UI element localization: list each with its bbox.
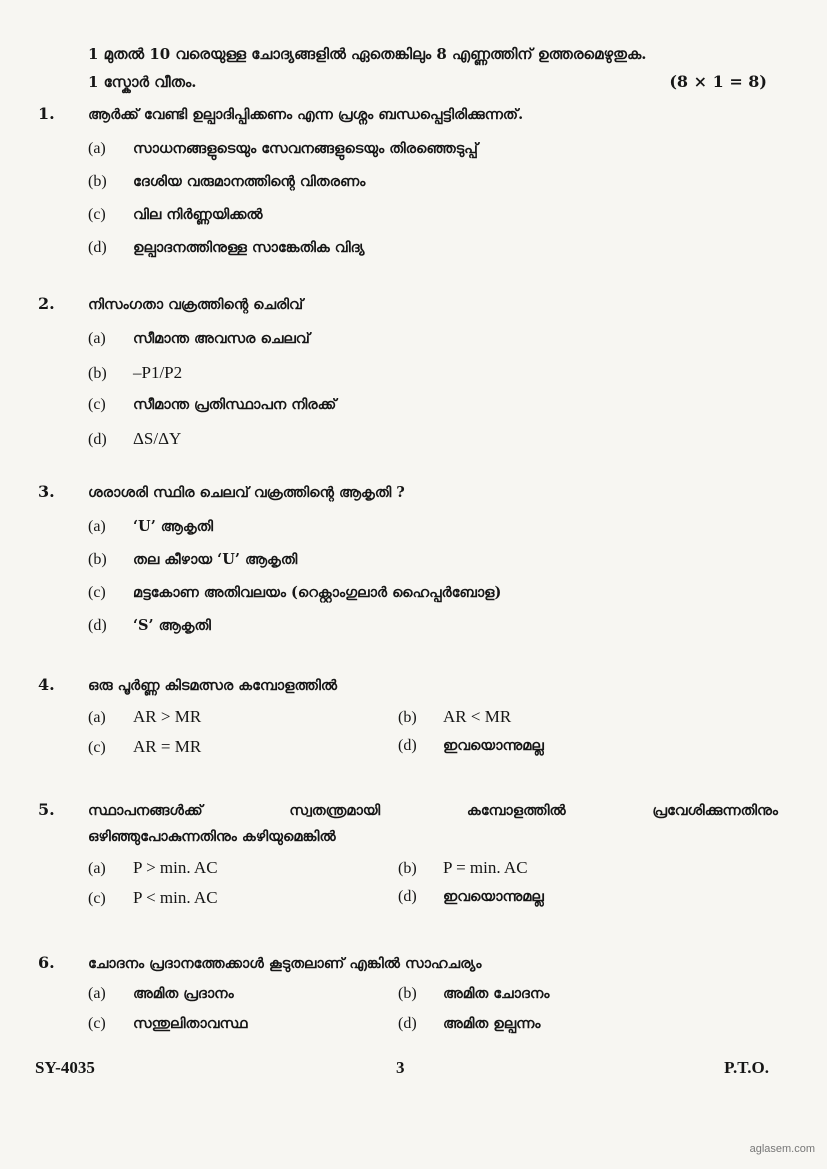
option-text: AR = MR (133, 737, 202, 756)
option-c (88, 737, 398, 767)
option-label: (a) (88, 140, 106, 157)
option-label: (d) (88, 431, 107, 448)
option-d (88, 617, 778, 650)
option-d (398, 1015, 708, 1045)
option-label: (a) (88, 330, 106, 347)
question-number: 3. (38, 482, 55, 501)
question-text: നിസംഗതാ വക്രത്തിന്റെ ചെരിവ് (88, 296, 304, 313)
option-text: ΔS/ΔY (133, 429, 182, 448)
option-c (88, 584, 778, 617)
question-5 (38, 800, 778, 918)
question-text-word: കമ്പോളത്തിൽ (466, 802, 566, 819)
option-text: മട്ടകോണ അതിവലയം (റെക്റ്റാംഗുലാർ ഹൈപ്പർബോള) (133, 584, 502, 601)
pto-label: P.T.O. (724, 1058, 769, 1077)
question-number: 6. (38, 953, 55, 972)
question-text: ശരാശരി സ്ഥിര ചെലവ് വക്രത്തിന്റെ ആകൃതി ? (88, 484, 405, 501)
page-number: 3 (396, 1058, 405, 1077)
option-text: വില നിർണ്ണയിക്കൽ (133, 206, 263, 223)
watermark: aglasem.com (749, 1143, 815, 1155)
option-c (88, 206, 778, 239)
option-text: P = min. AC (443, 858, 528, 877)
option-label: (c) (88, 739, 106, 756)
instruction-line-1: 1 മുതൽ 10 വരെയുള്ള ചോദ്യങ്ങളിൽ ഏതെങ്കിലും 8 എണ്ണത്തിന് ഉത്തരമെഴുതുക. (88, 45, 647, 63)
option-text: സന്തുലിതാവസ്ഥ (133, 1015, 248, 1032)
question-2 (38, 294, 778, 462)
question-number: 5. (38, 800, 55, 819)
question-text-word: സ്വതന്ത്രമായി (289, 802, 381, 819)
question-text-word: സ്ഥാപനങ്ങൾക്ക് (88, 802, 203, 819)
option-label: (b) (88, 365, 107, 382)
option-label: (a) (88, 709, 106, 726)
option-label: (b) (398, 860, 417, 877)
paper-code: SY-4035 (35, 1058, 95, 1077)
question-1 (38, 104, 778, 272)
option-d (88, 239, 778, 272)
option-text: ഇവയൊന്നുമല്ല (443, 888, 544, 905)
question-text-line-2: ഒഴിഞ്ഞുപോകുന്നതിനും കഴിയുമെങ്കിൽ (88, 828, 336, 845)
option-label: (d) (398, 737, 417, 754)
option-b (398, 707, 708, 737)
option-b (88, 551, 778, 584)
option-label: (c) (88, 890, 106, 907)
option-text: അമിത ഉല്പന്നം (443, 1015, 541, 1032)
option-d (398, 737, 708, 767)
option-c (88, 396, 778, 429)
question-number: 1. (38, 104, 55, 123)
option-text: ഉല്പാദനത്തിനുള്ള സാങ്കേതിക വിദ്യ (133, 239, 365, 256)
option-text: അമിത പ്രദാനം (133, 985, 234, 1002)
option-a (88, 330, 778, 363)
option-label: (b) (88, 173, 107, 190)
option-text: P > min. AC (133, 858, 218, 877)
option-text: ദേശിയ വരുമാനത്തിന്റെ വിതരണം (133, 173, 366, 190)
option-label: (c) (88, 206, 106, 223)
question-text: ചോദനം പ്രദാനത്തേക്കാൾ കൂടുതലാണ് എങ്കിൽ സാഹചര്യം (88, 955, 482, 972)
option-b (88, 173, 778, 206)
option-d (398, 888, 708, 918)
question-number: 4. (38, 675, 55, 694)
option-b (398, 985, 708, 1015)
option-label: (d) (88, 617, 107, 634)
option-text: –P1/P2 (133, 363, 183, 382)
option-text: സാധനങ്ങളുടെയും സേവനങ്ങളുടെയും തിരഞ്ഞെടുപ്പ് (133, 140, 478, 157)
option-text: AR < MR (443, 707, 512, 726)
option-a (88, 858, 398, 888)
option-text: തല കീഴായ ‘U’ ആകൃതി (133, 551, 298, 568)
option-label: (a) (88, 985, 106, 1002)
option-a (88, 518, 778, 551)
option-b (398, 858, 708, 888)
option-label: (d) (398, 888, 417, 905)
option-text: ‘S’ ആകൃതി (133, 617, 211, 634)
option-label: (a) (88, 518, 106, 535)
option-a (88, 707, 398, 737)
option-label: (b) (398, 709, 417, 726)
option-text: അമിത ചോദനം (443, 985, 550, 1002)
option-text: ഇവയൊന്നുമല്ല (443, 737, 544, 754)
option-label: (c) (88, 584, 106, 601)
question-4 (38, 675, 778, 767)
option-text: AR > MR (133, 707, 202, 726)
option-d (88, 429, 778, 462)
question-3 (38, 482, 778, 650)
question-text-word: പ്രവേശിക്കുന്നതിനും (652, 802, 778, 819)
option-b (88, 363, 778, 396)
option-text: ‘U’ ആകൃതി (133, 518, 214, 535)
question-number: 2. (38, 294, 55, 313)
option-c (88, 888, 398, 918)
option-a (88, 140, 778, 173)
option-label: (c) (88, 396, 106, 413)
option-text: P < min. AC (133, 888, 218, 907)
option-text: സീമാന്ത അവസര ചെലവ് (133, 330, 310, 347)
question-6 (38, 953, 778, 1045)
question-text: ആർക്ക് വേണ്ടി ഉല്പാദിപ്പിക്കണം എന്ന പ്രശ്നം ബന്ധപ്പെട്ടിരിക്കുന്നത്. (88, 106, 524, 123)
option-text: സീമാന്ത പ്രതിസ്ഥാപന നിരക്ക് (133, 396, 337, 413)
option-label: (b) (398, 985, 417, 1002)
option-label: (b) (88, 551, 107, 568)
instruction-line-2: 1 സ്കോർ വീതം. (88, 73, 197, 91)
option-label: (d) (88, 239, 107, 256)
option-label: (a) (88, 860, 106, 877)
option-c (88, 1015, 398, 1045)
option-label: (c) (88, 1015, 106, 1032)
question-text: ഒരു പൂർണ്ണ കിടമത്സര കമ്പോളത്തിൽ (88, 677, 338, 694)
option-a (88, 985, 398, 1015)
option-label: (d) (398, 1015, 417, 1032)
marks-allocation: (8 × 1 = 8) (669, 72, 767, 91)
